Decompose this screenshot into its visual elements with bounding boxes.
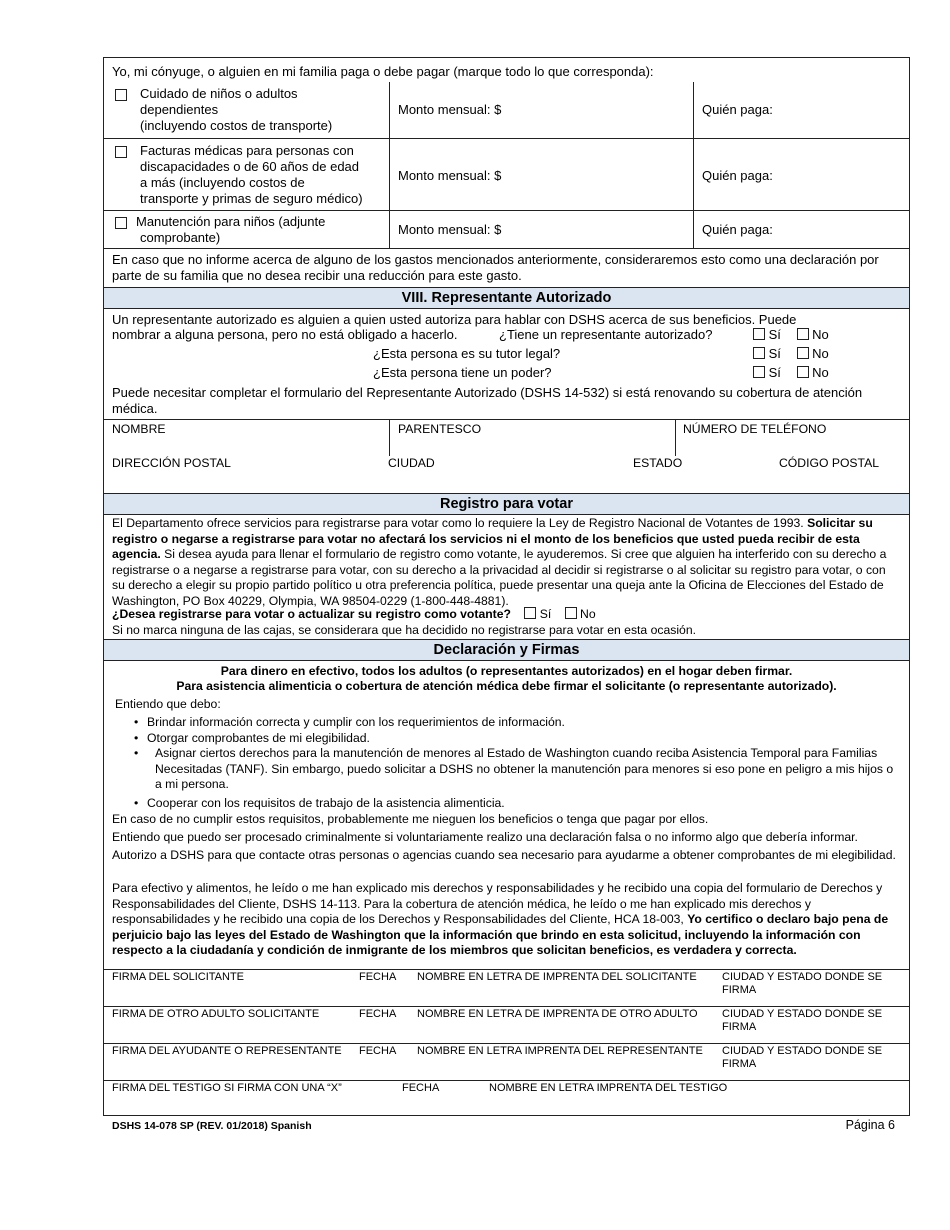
rep-zip-label: CÓDIGO POSTAL — [779, 456, 879, 470]
list-item: • Cooperar con los requisitos de trabajo de la asistencia alimenticia. — [104, 796, 897, 812]
declaration-intro: Entiendo que debo: — [115, 697, 221, 711]
form-id: DSHS 14-078 SP (REV. 01/2018) Spanish — [112, 1120, 312, 1132]
yes-label: Sí — [768, 346, 781, 361]
rep-name-label: NOMBRE — [112, 422, 166, 436]
yes-label: Sí — [768, 327, 781, 342]
no-checkbox[interactable] — [797, 347, 809, 359]
declaration-certify: Yo certifico o declaro bajo pena de perjuicio bajo las leyes del Estado de Washington que la información que brindo en esta solicitud, incluyendo la información con respecto a la ciudadanía y condición de inmigrante de los miembros que solicitan beneficios, es verdadera y correcta. — [112, 912, 889, 957]
rep-question-guardian: ¿Esta persona es su tutor legal? — [373, 346, 561, 361]
yes-label: Sí — [768, 365, 781, 380]
payer-label: Quién paga: — [702, 102, 773, 117]
monthly-amount-field[interactable] — [389, 139, 693, 210]
monthly-amount-label: Monto mensual: $ — [398, 168, 502, 183]
expenses-intro: Yo, mi cónyuge, o alguien en mi familia paga o debe pagar (marque todo lo que corresponda): — [112, 64, 654, 79]
no-checkbox[interactable] — [797, 328, 809, 340]
monthly-amount-field[interactable] — [389, 82, 693, 138]
expense-row-child-support — [104, 210, 909, 248]
printed-name-label: NOMBRE EN LETRA DE IMPRENTA DE OTRO ADULTO — [417, 1008, 698, 1020]
child-support-checkbox[interactable] — [115, 217, 127, 229]
voter-text-complaint: Si desea ayuda para llenar el formulario de registro como votante, le ayuderemos. Si cree que alguien ha interferido con su derecho a registrarse o a negarse a registrarse para votar, con su derecho a la privacidad al decidir si registrarse o al solicitar su registro para votar, o con su derecho a elegir su propio partido político u otra preferencia política, puede presentar una queja ante la Oficina de Elecciones del Estado de Washington, PO Box 40229, Olympia, WA 98504-0229 (1-800-448-4881). — [112, 547, 887, 608]
date-label: FECHA — [359, 971, 397, 983]
expense-row-medical — [104, 138, 909, 210]
no-label: No — [580, 607, 596, 621]
printed-name-label: NOMBRE EN LETRA IMPRENTA DEL TESTIGO — [489, 1082, 728, 1094]
signature-row-representative[interactable] — [104, 1043, 909, 1080]
voter-question: ¿Desea registrarse para votar o actualizar su registro como votante? — [112, 607, 511, 621]
childcare-checkbox[interactable] — [115, 89, 127, 101]
sig-label: FIRMA DE OTRO ADULTO SOLICITANTE — [112, 1008, 320, 1020]
rep-city-label: CIUDAD — [388, 456, 435, 470]
payer-field[interactable] — [693, 82, 909, 138]
declaration-center-1: Para dinero en efectivo, todos los adultos (o representantes autorizados) en el hogar deben firmar. — [220, 664, 793, 678]
yes-checkbox[interactable] — [753, 366, 765, 378]
list-item: • Otorgar comprobantes de mi elegibilidad. — [104, 731, 897, 747]
signature-row-witness[interactable] — [104, 1080, 909, 1116]
signature-row-other-adult[interactable] — [104, 1006, 909, 1043]
expense-label-line: dependientes — [140, 102, 219, 117]
city-state-label: CIUDAD Y ESTADO DONDE SE FIRMA — [722, 1045, 883, 1070]
rep-intro-line2: nombrar a alguna persona, pero no está obligado a hacerlo. — [112, 327, 458, 342]
expense-label-line: Cuidado de niños o adultos — [140, 86, 298, 101]
rep-has-rep-options — [753, 327, 829, 343]
payer-label: Quién paga: — [702, 168, 773, 183]
voter-text-intro: El Departamento ofrece servicios para registrarse para votar como lo requiere la Ley de Registro Nacional de Votantes de 1993. — [112, 516, 804, 530]
no-label: No — [812, 346, 829, 361]
sig-label: FIRMA DEL SOLICITANTE — [112, 971, 245, 983]
rep-relationship-label: PARENTESCO — [398, 422, 482, 436]
rep-contact-row — [104, 419, 909, 456]
date-label: FECHA — [359, 1008, 397, 1020]
monthly-amount-label: Monto mensual: $ — [398, 102, 502, 117]
no-checkbox[interactable] — [797, 366, 809, 378]
rep-guardian-options — [753, 346, 829, 362]
expense-label-line: discapacidades o de 60 años de edad — [140, 159, 360, 174]
voter-question-row — [104, 607, 909, 623]
voter-no-checkbox[interactable] — [565, 607, 577, 619]
expense-label-line: comprobante) — [140, 230, 221, 245]
rep-phone-label: NÚMERO DE TELÉFONO — [683, 422, 827, 436]
rep-address-label: DIRECCIÓN POSTAL — [112, 456, 231, 470]
expense-row-childcare — [104, 82, 909, 138]
rep-question-poa: ¿Esta persona tiene un poder? — [373, 365, 552, 380]
printed-name-label: NOMBRE EN LETRA DE IMPRENTA DEL SOLICITANTE — [417, 971, 697, 983]
expense-label-line: transporte y primas de seguro médico) — [140, 191, 363, 206]
date-label: FECHA — [402, 1082, 440, 1094]
expense-label-line: Facturas médicas para personas con — [140, 143, 354, 158]
rep-poa-options — [753, 365, 829, 381]
payer-field[interactable] — [693, 139, 909, 210]
signature-row-applicant[interactable] — [104, 969, 909, 1006]
declaration-p3: Autorizo a DSHS para que contacte otras personas o agencias cuando sea necesario para ayudarme a obtener comprobantes de mi elegibilidad. — [112, 848, 896, 862]
declaration-center-2: Para asistencia alimenticia o cobertura de atención médica debe firmar el solicitante (o representante autorizado). — [176, 679, 837, 693]
declaration-heading: Declaración y Firmas — [104, 639, 909, 661]
no-label: No — [812, 327, 829, 342]
declaration-p4 — [104, 881, 909, 959]
yes-checkbox[interactable] — [753, 347, 765, 359]
page-number: Página 6 — [845, 1118, 895, 1132]
city-state-label: CIUDAD Y ESTADO DONDE SE FIRMA — [722, 971, 883, 996]
monthly-amount-label: Monto mensual: $ — [398, 222, 502, 237]
form-page — [103, 57, 910, 1116]
city-state-label: CIUDAD Y ESTADO DONDE SE FIRMA — [722, 1008, 883, 1033]
yes-label: Sí — [539, 607, 552, 621]
yes-checkbox[interactable] — [753, 328, 765, 340]
monthly-amount-field[interactable] — [389, 211, 693, 248]
rep-address-row[interactable] — [104, 456, 909, 493]
voter-text-bold: Solicitar su registro o negarse a registrarse para votar no afectará los servicios ni el monto de los beneficios que usted pueda recibir de esta agencia. — [112, 516, 873, 561]
no-label: No — [812, 365, 829, 380]
voter-note: Si no marca ninguna de las cajas, se considerara que ha decidido no registrarse para votar en esta ocasión. — [112, 623, 696, 637]
printed-name-label: NOMBRE EN LETRA IMPRENTA DEL REPRESENTANTE — [417, 1045, 703, 1057]
declaration-p2: Entiendo que puedo ser procesado criminalmente si voluntariamente realizo una declaración falsa o no informo algo que debería informar. — [112, 830, 858, 844]
rep-intro-line1: Un representante autorizado es alguien a quien usted autoriza para hablar con DSHS acerca de sus beneficios. Puede — [112, 312, 797, 327]
date-label: FECHA — [359, 1045, 397, 1057]
payer-label: Quién paga: — [702, 222, 773, 237]
rep-question-has-rep: ¿Tiene un representante autorizado? — [499, 327, 713, 342]
list-item: • Asignar ciertos derechos para la manutención de menores al Estado de Washington cuando reciba Asistencia Temporal para Familias Necesitadas (TANF). Sin embargo, puedo solicitar a DSHS no obtener la manutención para menores si eso pone en peligro a mis hijos o a mi persona. — [104, 746, 897, 793]
expense-label-line: Manutención para niños (adjunte — [136, 214, 326, 229]
expense-label-line: (incluyendo costos de transporte) — [140, 118, 333, 133]
expense-label-line: a más (incluyendo costos de — [140, 175, 305, 190]
payer-field[interactable] — [693, 211, 909, 248]
declaration-bullets — [104, 715, 909, 811]
list-item: • Brindar información correcta y cumplir con los requerimientos de información. — [104, 715, 897, 731]
voter-registration-heading: Registro para votar — [104, 493, 909, 515]
rep-state-label: ESTADO — [633, 456, 683, 470]
rep-name-field[interactable] — [112, 422, 388, 457]
declaration-p1: En caso de no cumplir estos requisitos, probablemente me nieguen los beneficios o tenga que pagar por ellos. — [112, 812, 709, 826]
voter-yes-checkbox[interactable] — [524, 607, 536, 619]
rep-phone-field[interactable] — [675, 420, 909, 456]
voter-registration-text — [104, 516, 909, 609]
declaration-p4-text: Para efectivo y alimentos, he leído o me han explicado mis derechos y responsabilidades y he recibido una copia del formulario de Derechos y Responsabilidades del Cliente, DSHS 14-113. Para la cobertura de atención médica, he leído o me han explicado mis derechos y responsabilidades y he recibido una copia de los Derechos y Responsabilidades del Cliente, HCA 18-003, — [112, 881, 883, 926]
sig-label: FIRMA DEL TESTIGO SI FIRMA CON UNA “X” — [112, 1082, 342, 1094]
expense-note: En caso que no informe acerca de alguno de los gastos mencionados anteriormente, consideraremos esto como una declaración por parte de su familia que no desea recibir una reducción para este gasto. — [104, 248, 909, 287]
sig-label: FIRMA DEL AYUDANTE O REPRESENTANTE — [112, 1045, 342, 1057]
rep-relationship-field[interactable] — [389, 420, 675, 456]
medical-checkbox[interactable] — [115, 146, 127, 158]
authorized-rep-heading: VIII. Representante Autorizado — [104, 287, 909, 309]
rep-form-note: Puede necesitar completar el formulario del Representante Autorizado (DSHS 14-532) si está renovando su cobertura de atención médica. — [112, 385, 863, 416]
